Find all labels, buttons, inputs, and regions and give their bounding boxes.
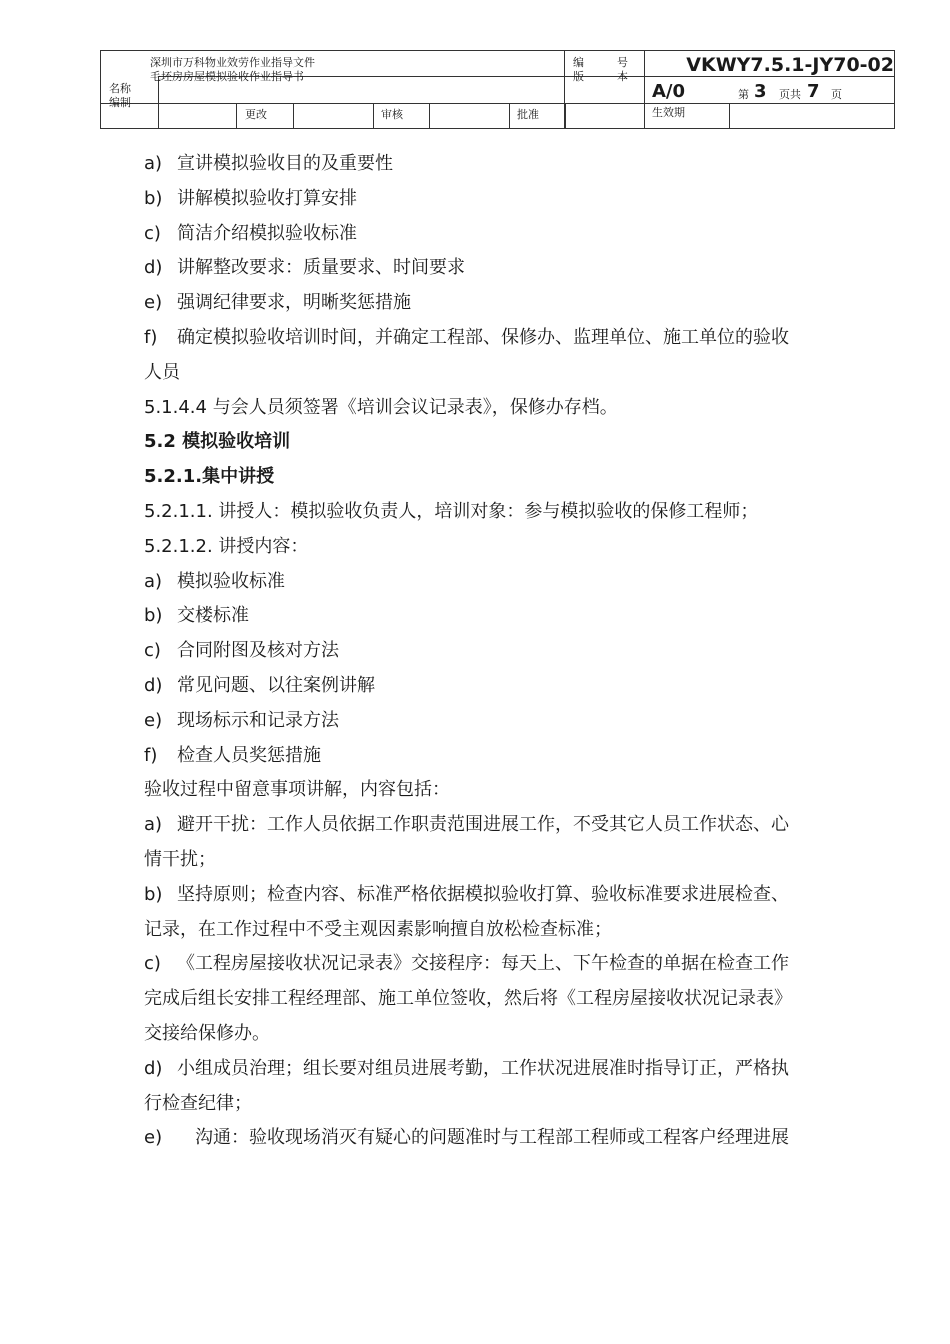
document-body — [144, 147, 844, 1156]
company-name: 深圳市万科物业效劳作业指导文件 — [150, 56, 315, 69]
text-line — [144, 321, 844, 356]
line-text: 检查人员奖惩措施 — [177, 744, 321, 766]
line-text: 强调纪律要求，明晰奖惩措施 — [177, 292, 411, 314]
line-text: 《工程房屋接收状况记录表》交接程序：每天上、下午检查的单据在检查工作 — [177, 953, 789, 975]
text-line — [144, 1087, 844, 1122]
page-prefix: 第 — [738, 88, 749, 101]
text-line — [144, 147, 844, 182]
text-line — [144, 843, 844, 878]
list-marker: b) — [144, 883, 163, 905]
text-line — [144, 217, 844, 252]
line-text: 现场标示和记录方法 — [177, 709, 339, 731]
text-line — [144, 182, 844, 217]
line-text: 5.2.1.1. 讲授人：模拟验收负责人，培训对象：参与模拟验收的保修工程师； — [144, 500, 759, 522]
page-suffix: 页 — [831, 88, 842, 101]
line-text: 情干扰； — [144, 848, 216, 870]
list-marker: a) — [144, 570, 163, 592]
list-marker: c) — [144, 222, 161, 244]
list-marker: c) — [144, 640, 161, 662]
line-text: 5.1.4.4 与会人员须签署《培训会议记录表》，保修办存档。 — [144, 396, 618, 418]
text-line — [144, 599, 844, 634]
line-text: 宣讲模拟验收目的及重要性 — [177, 153, 393, 174]
line-text: 合同附图及核对方法 — [177, 640, 339, 662]
version-value: A/0 — [652, 81, 686, 102]
text-line — [144, 704, 844, 739]
list-marker: c) — [144, 953, 161, 975]
line-text: 常见问题、以往案例讲解 — [177, 674, 375, 696]
text-line — [144, 1121, 844, 1156]
line-text: 讲解整改要求：质量要求、时间要求 — [177, 257, 465, 279]
line-text: 人员 — [144, 361, 180, 383]
text-line — [144, 1017, 844, 1052]
compile-label: 编制 — [109, 96, 131, 109]
text-line — [144, 251, 844, 286]
line-text: 模拟验收标准 — [177, 570, 285, 592]
version-label-a: 版 — [573, 70, 584, 83]
line-text: 行检查纪律； — [144, 1092, 252, 1114]
line-text: 5.2.1.集中讲授 — [144, 466, 275, 488]
document-code: VKWY7.5.1-JY70-02 — [686, 54, 894, 76]
text-line — [144, 1052, 844, 1087]
line-text: 完成后组长安排工程经理部、施工单位签收，然后将《工程房屋接收状况记录表》 — [144, 988, 792, 1010]
list-marker: d) — [144, 1057, 163, 1079]
list-marker: d) — [144, 257, 163, 279]
text-line — [144, 286, 844, 321]
list-marker: b) — [144, 605, 163, 627]
page-current: 3 — [754, 81, 767, 102]
text-line — [144, 565, 844, 600]
effective-date-label: 生效期 — [652, 106, 685, 119]
line-text: 验收过程中留意事项讲解，内容包括： — [144, 779, 450, 801]
list-marker: e) — [144, 709, 163, 731]
text-line — [144, 739, 844, 774]
line-text: 交楼标准 — [177, 605, 249, 627]
list-marker: a) — [144, 153, 163, 174]
line-text: 简洁介绍模拟验收标准 — [177, 222, 357, 244]
text-line — [144, 391, 844, 426]
line-text: 记录，在工作过程中不受主观因素影响擅自放松检查标准； — [144, 918, 612, 940]
text-line — [144, 634, 844, 669]
approve-label: 批准 — [517, 108, 539, 121]
code-label-b: 号 — [617, 56, 628, 69]
list-marker: e) — [144, 1127, 163, 1149]
name-label: 名称 — [109, 82, 131, 95]
list-marker: a) — [144, 814, 163, 836]
list-marker: e) — [144, 292, 163, 314]
line-text: 讲解模拟验收打算安排 — [177, 187, 357, 209]
line-text: 5.2.1.2. 讲授内容： — [144, 535, 309, 557]
line-text: 交接给保修办。 — [144, 1022, 270, 1044]
list-marker: f) — [144, 326, 158, 348]
text-line — [144, 460, 844, 495]
text-line — [144, 947, 844, 982]
text-line — [144, 982, 844, 1017]
text-line — [144, 669, 844, 704]
page-mid: 页共 — [779, 88, 801, 101]
text-line — [144, 425, 844, 460]
line-text: 沟通：验收现场消灭有疑心的问题准时与工程部工程师或工程客户经理进展 — [195, 1127, 789, 1149]
line-text: 小组成员治理；组长要对组员进展考勤，工作状况进展准时指导订正，严格执 — [177, 1057, 789, 1079]
text-line — [144, 878, 844, 913]
document-header-table — [100, 50, 895, 129]
list-marker: d) — [144, 674, 163, 696]
text-line — [144, 356, 844, 391]
text-line — [144, 808, 844, 843]
line-text: 确定模拟验收培训时间，并确定工程部、保修办、监理单位、施工单位的验收 — [177, 326, 789, 348]
text-line — [144, 913, 844, 948]
change-label: 更改 — [245, 108, 267, 121]
text-line — [144, 495, 844, 530]
code-label-a: 编 — [573, 56, 584, 69]
line-text: 避开干扰：工作人员依据工作职责范围进展工作，不受其它人员工作状态、心 — [177, 814, 789, 836]
page-total: 7 — [807, 81, 820, 102]
list-marker: b) — [144, 187, 163, 209]
line-text: 5.2 模拟验收培训 — [144, 431, 291, 453]
line-text: 坚持原则；检查内容、标准严格依据模拟验收打算、验收标准要求进展检查、 — [177, 883, 789, 905]
text-line — [144, 773, 844, 808]
list-marker: f) — [144, 744, 158, 766]
review-label: 审核 — [381, 108, 403, 121]
text-line — [144, 530, 844, 565]
document-title: 毛坯房房屋模拟验收作业指导书 — [150, 70, 304, 83]
version-label-b: 本 — [617, 70, 628, 83]
